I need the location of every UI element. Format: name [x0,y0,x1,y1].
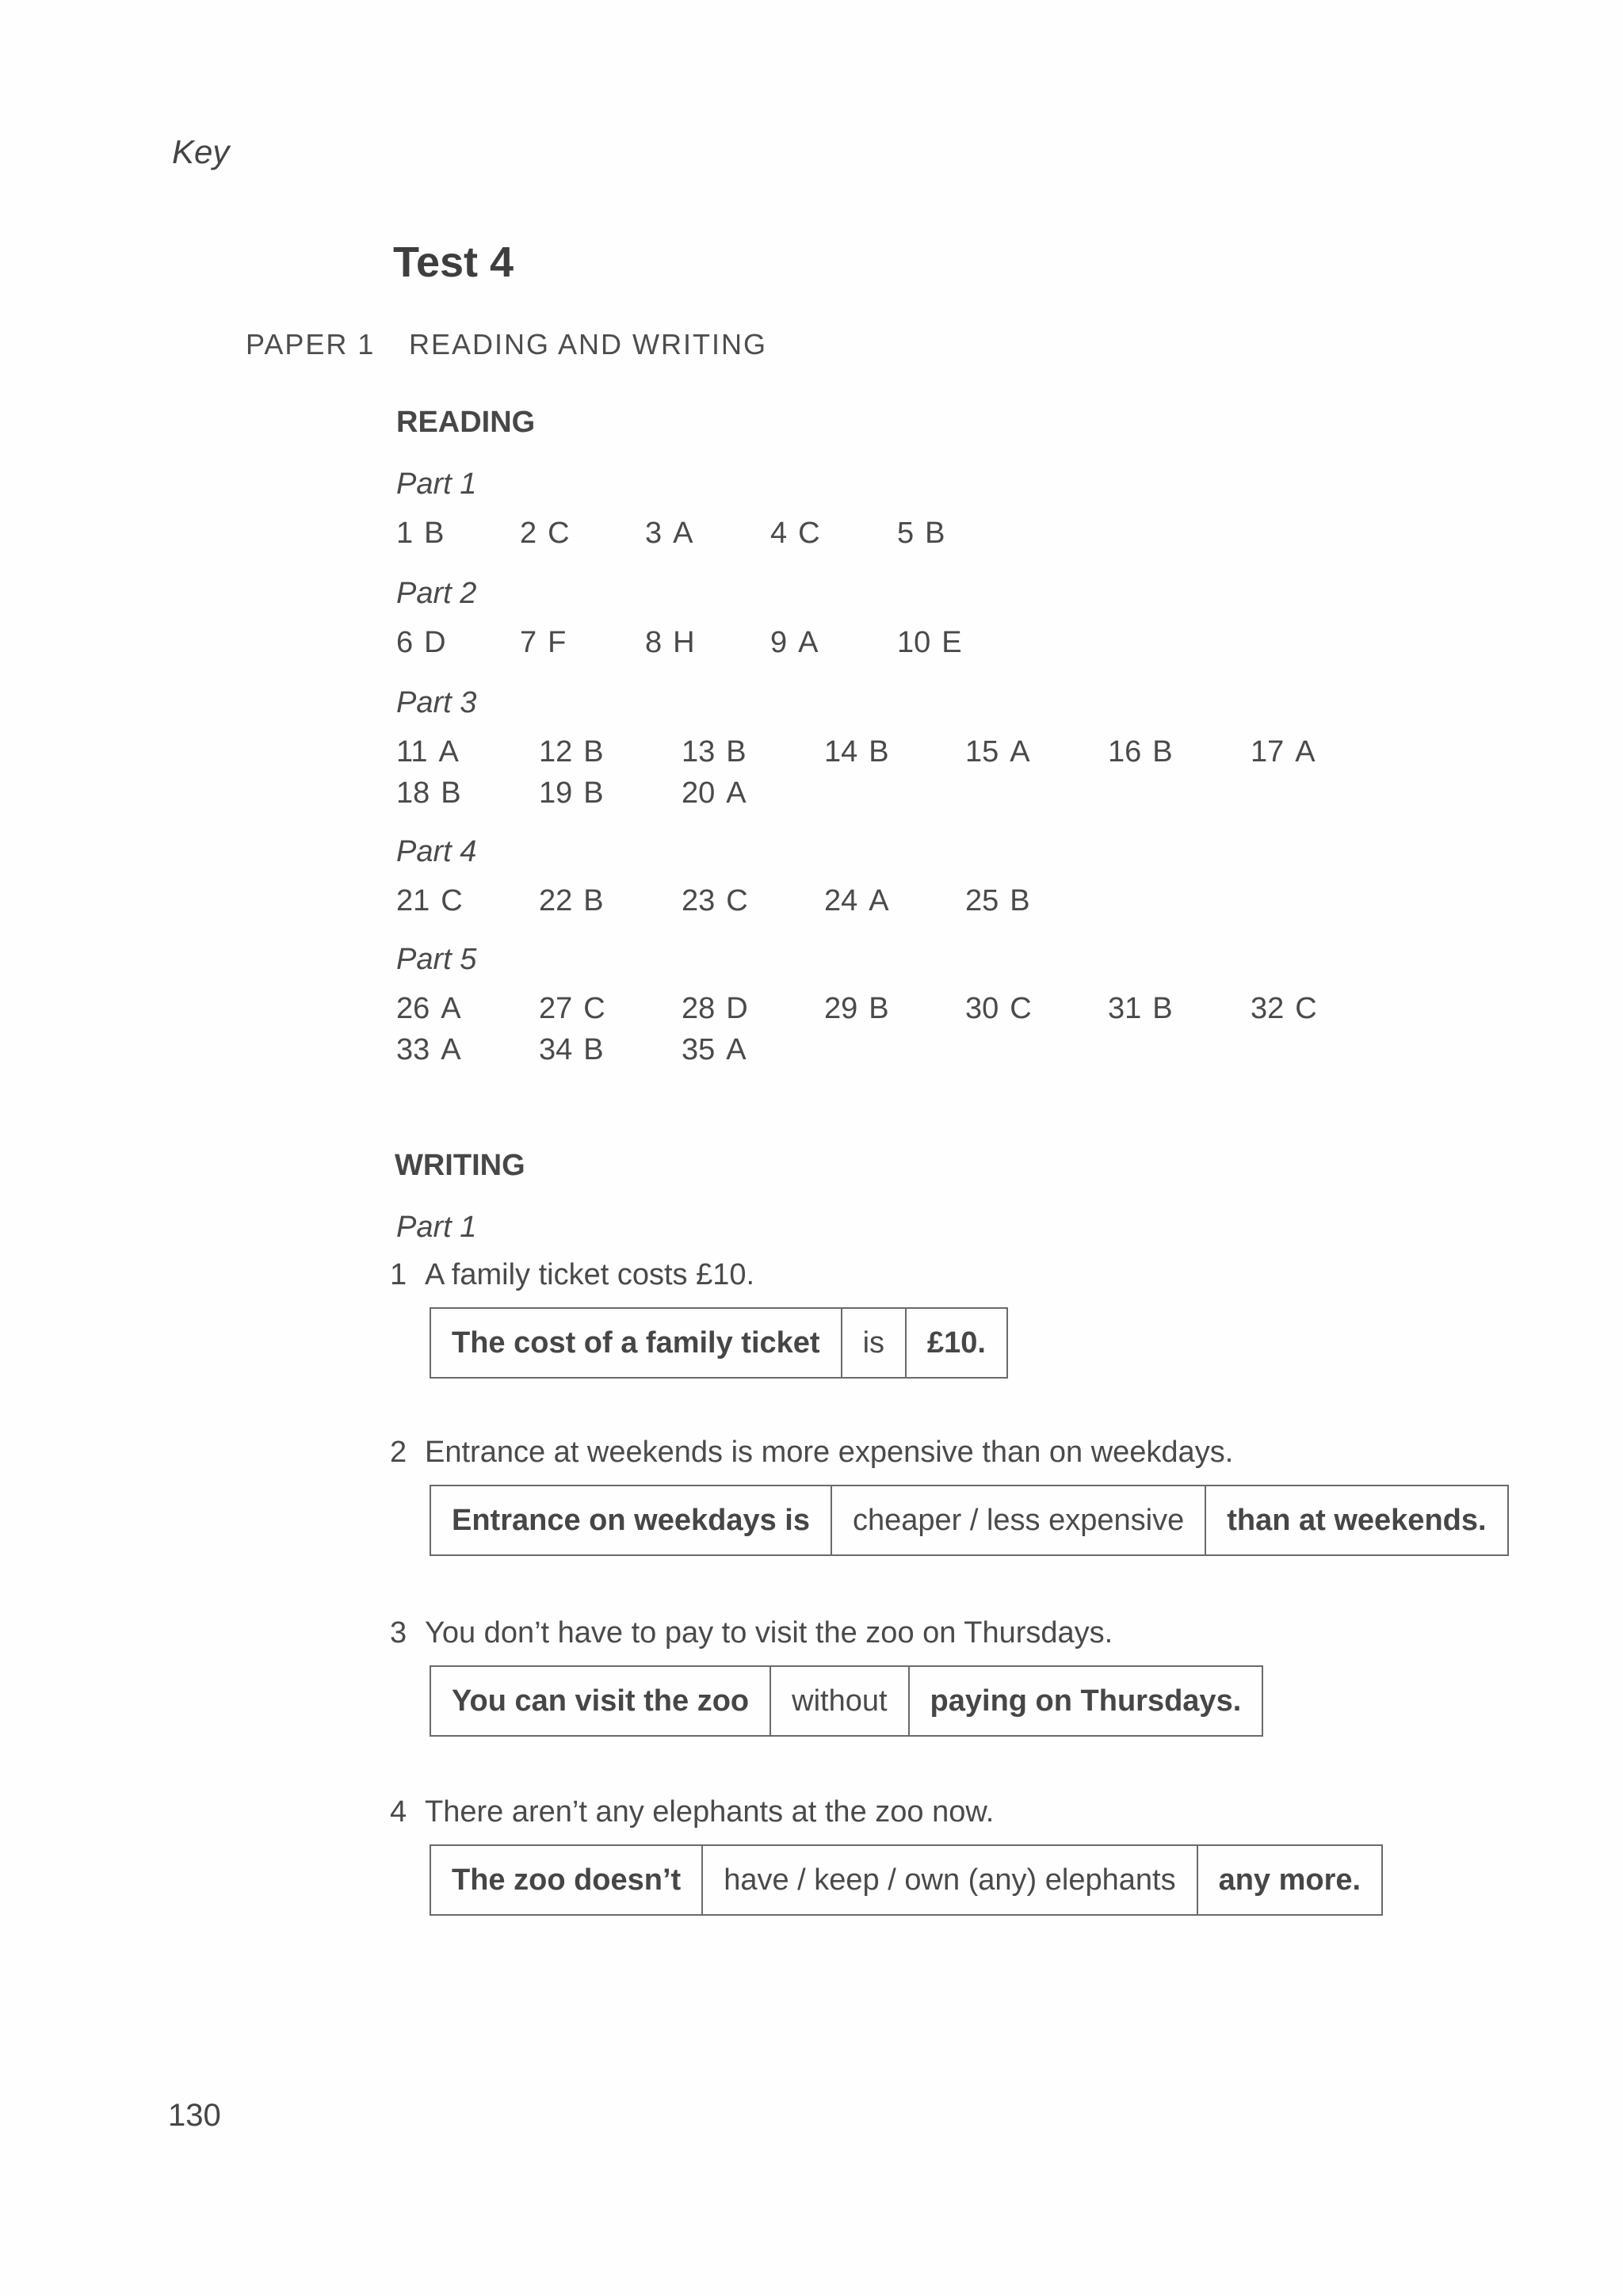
question-number: 32 [1251,992,1285,1025]
answer-letter: E [941,626,962,659]
answer-letter: A [869,884,889,917]
question-number: 9 [770,626,788,659]
table-row [430,1308,1007,1378]
question-number: 20 [682,776,716,810]
answer-letter: F [548,626,567,659]
answer-item [770,626,819,660]
question-number: 27 [539,992,573,1025]
question-number: 1 [390,1258,407,1291]
answer-letter: D [424,626,446,659]
question-number: 29 [824,992,858,1025]
question-number: 24 [824,884,858,917]
answer-letter: A [1010,735,1030,769]
answer-item [539,735,604,769]
answer-item [682,992,748,1026]
question-number: 2 [390,1436,407,1469]
question-number: 8 [645,626,663,659]
answer-item [396,626,446,660]
answer-item [396,992,461,1026]
page-number: 130 [168,2098,221,2133]
question-number: 12 [539,735,573,769]
answer-item [682,776,747,810]
answer-table [430,1485,1509,1556]
answer-letter: A [726,1033,747,1066]
reading-part-label: Part 4 [396,835,477,868]
reading-heading: READING [396,406,536,439]
answer-item [520,626,566,660]
writing-question [390,1436,1233,1470]
answer-item [396,1033,461,1067]
answer-letter: B [441,776,461,810]
answer-item [520,517,570,551]
reading-part-label: Part 2 [396,577,477,610]
question-number: 6 [396,626,414,659]
question-number: 16 [1108,735,1142,769]
answer-item [396,776,461,810]
answer-letter: C [726,884,748,917]
answer-table [430,1307,1008,1379]
question-number: 3 [390,1616,407,1650]
question-number: 18 [396,776,430,810]
answer-letter: A [441,992,461,1025]
answer-item [539,1033,604,1067]
question-number: 1 [396,517,414,550]
writing-question [390,1616,1113,1650]
answer-item [682,1033,747,1067]
answer-item [1108,735,1173,769]
question-number: 5 [897,517,915,550]
question-number: 7 [520,626,537,659]
question-number: 25 [965,884,999,917]
given-text-cell: paying on Thursdays. [909,1666,1263,1736]
reading-part-label: Part 3 [396,686,477,719]
answer-item [396,735,459,769]
answer-letter: B [869,992,889,1025]
question-number: 34 [539,1033,573,1066]
answer-letter: A [438,735,459,769]
answer-letter: B [583,1033,604,1066]
question-number: 15 [965,735,999,769]
answer-item [396,884,463,918]
answer-letter: B [1152,735,1173,769]
answer-item [824,992,889,1026]
answer-cell: is [842,1308,906,1378]
paper-number: PAPER 1 [246,328,376,360]
answer-letter: A [673,517,693,550]
answer-item [1251,992,1317,1026]
question-number: 11 [396,735,428,769]
given-text-cell: Entrance on weekdays is [430,1486,831,1555]
answer-letter: B [1010,884,1030,917]
answer-item [965,992,1032,1026]
question-number: 4 [770,517,788,550]
answer-letter: D [726,992,748,1025]
answer-letter: B [726,735,747,769]
question-number: 33 [396,1033,430,1066]
question-number: 14 [824,735,858,769]
question-number: 35 [682,1033,716,1066]
question-number: 2 [520,517,537,550]
answer-letter: A [798,626,819,659]
question-number: 28 [682,992,716,1025]
answer-cell: have / keep / own (any) elephants [702,1845,1197,1915]
answer-cell: without [770,1666,908,1736]
reading-part-label: Part 1 [396,467,477,501]
answer-letter: A [441,1033,461,1066]
answer-item [770,517,820,551]
answer-letter: C [583,992,605,1025]
question-number: 19 [539,776,573,810]
answer-item [396,517,445,551]
answer-item [539,992,605,1026]
answer-letter: B [1152,992,1173,1025]
answer-table [430,1665,1263,1737]
answer-item [682,735,747,769]
table-row [430,1666,1262,1736]
question-number: 23 [682,884,716,917]
answer-cell: cheaper / less expensive [831,1486,1205,1555]
answer-letter: C [1010,992,1032,1025]
answer-item [645,517,693,551]
answer-letter: B [869,735,889,769]
answer-letter: A [726,776,747,810]
question-number: 10 [897,626,931,659]
answer-letter: C [548,517,570,550]
given-text-cell: £10. [906,1308,1007,1378]
question-number: 3 [645,517,663,550]
answer-item [1251,735,1316,769]
given-text-cell: The cost of a family ticket [430,1308,842,1378]
question-number: 26 [396,992,430,1025]
answer-letter: C [441,884,463,917]
page-title: Test 4 [393,238,514,286]
answer-letter: B [583,735,604,769]
answer-letter: C [1295,992,1317,1025]
section-label-key: Key [172,133,230,170]
answer-letter: B [424,517,445,550]
question-text: There aren’t any elephants at the zoo now. [425,1795,995,1829]
question-text: You don’t have to pay to visit the zoo on Thursdays. [425,1616,1113,1650]
writing-part-label: Part 1 [396,1211,477,1244]
answer-item [824,884,889,918]
answer-letter: C [798,517,820,550]
answer-letter: H [673,626,695,659]
given-text-cell: than at weekends. [1205,1486,1507,1555]
answer-item [682,884,748,918]
question-number: 13 [682,735,716,769]
paper-name: READING AND WRITING [409,328,768,360]
reading-part-label: Part 5 [396,943,477,976]
answer-item [897,517,945,551]
answer-item [645,626,695,660]
answer-letter: A [1295,735,1316,769]
answer-letter: B [925,517,945,550]
answer-item [897,626,962,660]
answer-item [539,776,604,810]
answer-item [824,735,889,769]
answer-item [965,735,1030,769]
answer-table [430,1844,1383,1916]
answer-letter: B [583,884,604,917]
table-row [430,1845,1382,1915]
question-text: A family ticket costs £10. [425,1258,755,1291]
given-text-cell: The zoo doesn’t [430,1845,702,1915]
given-text-cell: You can visit the zoo [430,1666,770,1736]
question-number: 17 [1251,735,1285,769]
answer-item [965,884,1030,918]
answer-item [1108,992,1173,1026]
question-number: 21 [396,884,430,917]
question-number: 4 [390,1795,407,1829]
writing-question [390,1258,754,1292]
writing-heading: WRITING [395,1149,525,1182]
table-row [430,1486,1508,1555]
answer-item [539,884,604,918]
question-number: 31 [1108,992,1142,1025]
answer-letter: B [583,776,604,810]
question-text: Entrance at weekends is more expensive than on weekdays. [425,1436,1234,1469]
given-text-cell: any more. [1197,1845,1383,1915]
question-number: 30 [965,992,999,1025]
writing-question [390,1795,994,1829]
question-number: 22 [539,884,573,917]
